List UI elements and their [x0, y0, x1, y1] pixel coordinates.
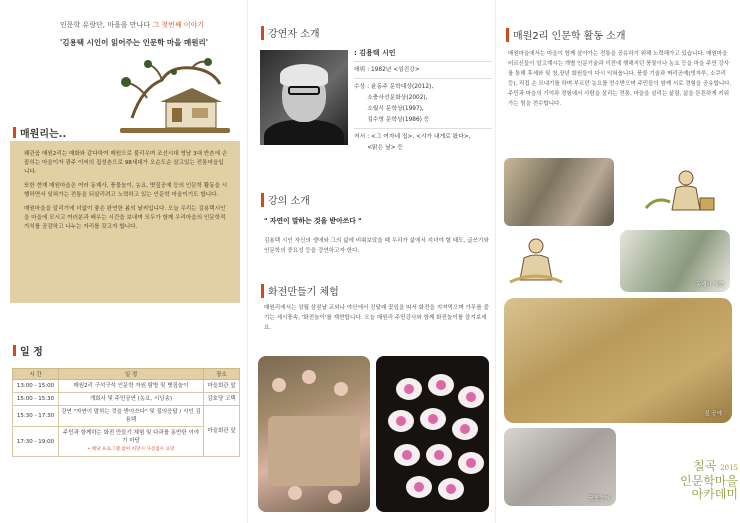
- logo-line: [646, 460, 738, 475]
- class-heading-text: 강의 소개: [268, 196, 310, 207]
- flower-cake: [396, 378, 422, 400]
- activity-heading-text: 매원2리 인문학 활동 소개: [513, 31, 626, 42]
- awards-label: 수상: [354, 84, 366, 90]
- photo-figure: [328, 490, 342, 504]
- flower-cake: [388, 410, 414, 432]
- award-item: 김수영 문학상(1986) 등: [367, 117, 430, 123]
- class-heading: [261, 192, 310, 207]
- middle-panel: [247, 0, 495, 523]
- about-paragraph: 매원마을을 알리기에 더없이 좋은 완연한 봄의 날씨입니다. 오늘 우리는 김용택시인을 마을에 모시고 여러분과 배우는 시간을 보내며 모두가 함께 우리마을의 인문학적 가치를 공감하고 나누는 자리를 갖고자 합니다.: [24, 206, 226, 230]
- right-panel: [495, 0, 740, 523]
- lecturer-heading-text: 강연자 소개: [268, 29, 320, 40]
- class-description: 김용택 시인 자신의 생애와 그의 삶에 비춰보았을 때 우리가 삶에서 지녀야 할 태도, 글쓰기와 인문학의 중요성 등을 강연하고자 한다.: [264, 238, 489, 254]
- village-meeting-photo: [504, 158, 614, 226]
- award-item: 소충사선문화상(2002),: [367, 95, 428, 101]
- profile-awards: [354, 82, 492, 126]
- row-place: 감호당 고택: [204, 393, 240, 406]
- row-time: 13:00 - 15:00: [13, 380, 59, 393]
- photo-figure: [302, 370, 316, 384]
- intro-text: 인문학 유랑단, 마을을 만나다: [60, 21, 151, 29]
- row-place: 마을회관 앞: [204, 406, 240, 457]
- flower-cake: [438, 478, 464, 500]
- flower-cake: [420, 408, 446, 430]
- row-place: 마을회관 앞: [204, 380, 240, 393]
- pungmul-caption: 풍물놀이: [588, 496, 610, 502]
- heading-bar: [13, 127, 16, 138]
- intro-title: '김용택 시인이 읽어주는 인문학 마을 매원리': [60, 38, 209, 47]
- schedule-table: [12, 368, 240, 457]
- heading-bar: [261, 26, 264, 40]
- row-program: [59, 427, 204, 457]
- activity-description: 매원마을에서는 마을이 함께 살아가는 전통을 공유하기 위해 노력해가고 있습니다. 매원마을 어르신들이 알고계시는 개별 인문기술과 이전에 행해지던 풍물이나 농요 등을 마을 주민 강사를 통해 후세와 및 청,장년 회원들이 다시 익혀옵니다. 풍물 기술과 짜리공예(빗자루, 소쿠리 등), 직접 손 모내기를 하며 부르던 농요를 전수받으며 주민들이 함께 서로 경험을 공유합니다. 주민과 마을의 기억과 경험에서 사람을 살리는 전통, 마을을 살리는 삶림, 삶을 튼튼하게 키워가는 힘을 전수합니다.: [508, 51, 732, 107]
- photo-figure: [272, 378, 286, 392]
- col-program: 일 정: [59, 369, 204, 380]
- photo-figure: [334, 382, 348, 396]
- schedule-heading: [13, 343, 43, 358]
- weaver-illustration-icon: [506, 232, 566, 288]
- works-label: 저서: [354, 134, 366, 140]
- flower-heading: [261, 283, 339, 298]
- about-heading: [13, 125, 66, 140]
- straw-craft-photo: [504, 298, 732, 423]
- flower-cake: [406, 476, 432, 498]
- intro-accent: 그 첫번째 이야기: [152, 21, 205, 29]
- award-item: : 윤동주 문학대상(2012),: [367, 84, 434, 90]
- academy-logo: [646, 460, 738, 501]
- about-box: [10, 141, 240, 303]
- work-item: : <그 여자네 집>, <시가 내게로 왔다>,: [367, 134, 471, 140]
- dongje-photo: [620, 230, 730, 292]
- col-place: 장소: [204, 369, 240, 380]
- photo-figure: [288, 486, 302, 500]
- flower-cake: [458, 452, 484, 474]
- lecturer-profile: [354, 48, 492, 154]
- lecturer-portrait: [260, 50, 348, 145]
- table-header-row: [13, 369, 240, 380]
- portrait-hair: [280, 64, 328, 86]
- profile-divider: [354, 128, 492, 129]
- flower-cake: [428, 374, 454, 396]
- table-row: [13, 380, 240, 393]
- tree-house-illustration-icon: [112, 58, 224, 136]
- profile-divider: [354, 61, 492, 62]
- heading-bar: [261, 284, 264, 298]
- about-paragraph: 왜관읍 매원2리는 매화와 같다하여 매원으로 불리우며 조선시대 영남 3대 반촌에 손꼽히는 마을이자 광주 이씨의 집성촌으로 98세대가 오순도순 살고있는 전통마을입니다.: [24, 151, 228, 175]
- photo-mat: [268, 416, 360, 486]
- portrait-glasses: [288, 86, 320, 95]
- flower-cake: [452, 418, 478, 440]
- cooking-photo: [258, 356, 370, 512]
- work-item: <맑은 날> 등: [367, 145, 404, 151]
- row-time: 17:30 - 19:00: [13, 427, 59, 457]
- schedule-note: • 해당 프로그램 참여 희망시 사전접수 요망: [87, 447, 175, 452]
- flower-heading-text: 화전만들기 체험: [268, 287, 339, 298]
- profile-divider: [354, 78, 492, 79]
- heading-bar: [261, 193, 264, 207]
- class-quote: " 자연이 말하는 것을 받아쓰다 ": [264, 217, 362, 225]
- flower-cake-photo: [376, 356, 489, 512]
- craft-caption: 짚 공예: [704, 411, 722, 417]
- about-paragraph: 또한 현재 매원마을은 여러 동제사, 풍물놀이, 농요, 볏짚공예 등의 인문학 활동을 시행하면서 잊혀가는 전통을 되살리려고 노력하고 있는 인문학 마을이기도 합니다.: [24, 183, 228, 198]
- awards-list: [367, 82, 433, 126]
- works-list: [367, 132, 470, 154]
- row-program: 매원2리 구석구석 인문학 자원 탐방 및 볏짚놀이: [59, 380, 204, 393]
- farmer-illustration-icon: [626, 168, 722, 218]
- logo-year: 2015: [720, 464, 738, 472]
- pungmul-photo: [504, 428, 616, 506]
- portrait-body: [264, 120, 344, 145]
- row-program-text: 주민과 함께하는 화전 만들기 체험 및 다과를 동반한 이야기 마당: [62, 430, 200, 444]
- row-time: 15:00 - 15:30: [13, 393, 59, 406]
- logo-text-2: 인문학마을: [680, 474, 738, 488]
- flower-cake: [426, 444, 452, 466]
- dongje-caption: 동제사 재현: [695, 282, 724, 288]
- activity-heading: [506, 27, 626, 42]
- debut-value: : 1982년 <섬진강>: [367, 67, 420, 73]
- profile-debut: [354, 65, 492, 76]
- schedule-heading-text: 일 정: [20, 347, 43, 358]
- award-item: 소월시 문학상(1997),: [367, 106, 424, 112]
- debut-label: 데뷔: [354, 67, 366, 73]
- heading-bar: [13, 345, 16, 356]
- left-panel: [0, 0, 247, 523]
- about-heading-text: 매원리는..: [20, 129, 67, 140]
- col-time: 시 간: [13, 369, 59, 380]
- profile-works: [354, 132, 492, 154]
- flower-cake: [394, 444, 420, 466]
- illustration-ground: [120, 128, 230, 133]
- row-time: 15:30 - 17:30: [13, 406, 59, 427]
- intro-line: [60, 20, 204, 30]
- row-program: 강연 "자연이 말하는 것을 받아쓰다" 및 질의응답 / 시인 김용택: [59, 406, 204, 427]
- profile-name: : 김용택 시인: [354, 49, 396, 57]
- flower-description: 매원리에서는 삼월 삼짇날 교외나 야산에서 진달래 꽃잎을 따서 화전을 지져먹으며 가무를 즐기는 세시풍속, '화전놀이'를 재현합니다. 오늘 매원리 주민강사와 함께 화전놀이를 즐겨보세요.: [264, 305, 489, 331]
- flower-cake: [458, 386, 484, 408]
- row-program: 개회사 및 주민공연 (농요, 시낭송): [59, 393, 204, 406]
- logo-text-3: 아카데미: [691, 487, 738, 501]
- logo-text-1: 칠곡: [693, 459, 717, 473]
- table-row: [13, 393, 240, 406]
- table-row: [13, 406, 240, 427]
- lecturer-heading: [261, 25, 319, 40]
- heading-bar: [506, 28, 509, 42]
